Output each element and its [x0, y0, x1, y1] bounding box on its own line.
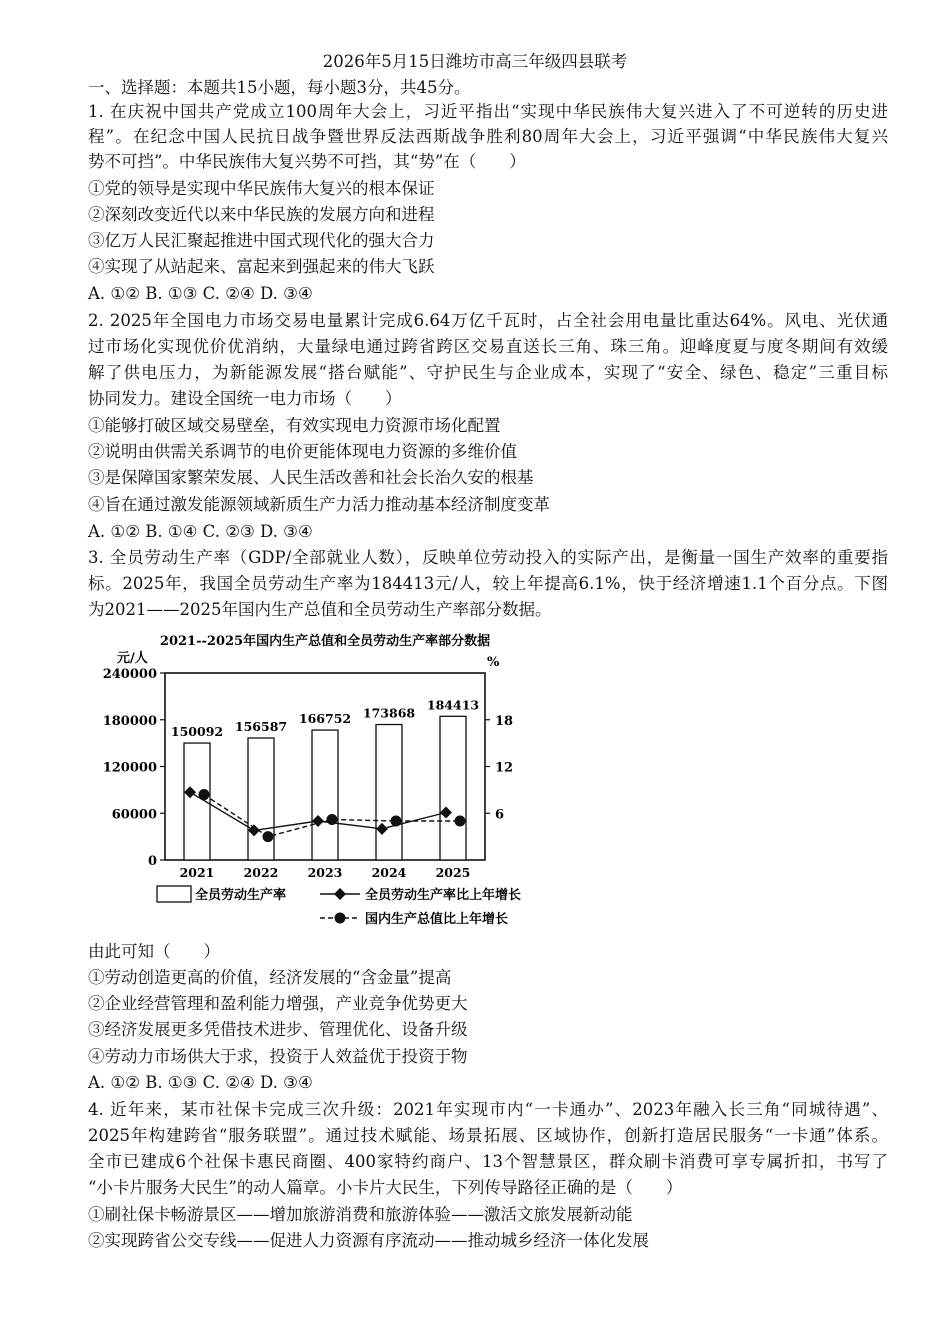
right-tick-label: 18 — [495, 713, 514, 729]
bar-data-label: 173868 — [362, 705, 416, 721]
q4-stem-line-3: 全市已建成6个社保卡惠民商圈、400家特约商户、13个智慧景区，群众刷卡消费可享专属折扣，书写了 — [88, 1152, 888, 1171]
legend-diamond-marker — [334, 888, 346, 900]
left-tick-label: 60000 — [111, 807, 157, 823]
q1-stem-line-3: 势不可挡”。中华民族伟大复兴势不可挡，其“势”在（ ） — [88, 152, 526, 171]
exam-title: 2026年5月15日潍坊市高三年级四县联考 — [322, 52, 628, 71]
circle-point-2023 — [327, 814, 338, 825]
circle-point-2025 — [455, 816, 466, 827]
q4-item-1: ①刷社保卡畅游景区——增加旅游消费和旅游体验——激活文旅发展新动能 — [88, 1205, 633, 1224]
q1-item-1: ①党的领导是实现中华民族伟大复兴的根本保证 — [88, 179, 435, 198]
q3-question-prompt: 由此可知（ ） — [88, 942, 220, 961]
q1-stem-line-1: 1. 在庆祝中国共产党成立100周年大会上，习近平指出“实现中华民族伟大复兴进入了不可逆转的历史进 — [88, 102, 888, 121]
legend-bar-label: 全员劳动生产率 — [195, 888, 287, 903]
q2-stem-line-2: 过市场化实现优价优消纳，大量绿电通过跨省跨区交易直送长三角、珠三角。迎峰度夏与度冬期间有效缓 — [88, 337, 888, 356]
section-heading: 一、选择题：本题共15小题，每小题3分，共45分。 — [88, 78, 471, 97]
q3-item-4: ④劳动力市场供大于求，投资于人效益优于投资于物 — [88, 1047, 468, 1066]
q2-item-2: ②说明由供需关系调节的电价更能体现电力资源的多维价值 — [88, 442, 517, 461]
left-tick-label: 180000 — [102, 713, 157, 729]
chart-figure — [95, 628, 555, 933]
x-tick-label: 2025 — [435, 865, 471, 880]
q1-item-3: ③亿万人民汇聚起推进中国式现代化的强大合力 — [88, 231, 435, 250]
legend-bar-swatch — [157, 886, 191, 902]
q2-options: A. ①② B. ①④ C. ②③ D. ③④ — [88, 522, 313, 541]
q1-stem-line-2: 程”。在纪念中国人民抗日战争暨世界反法西斯战争胜利80周年大会上，习近平强调“中华民族伟大复兴 — [88, 127, 888, 146]
left-tick-label: 0 — [147, 854, 157, 869]
bar-labor-productivity-2024 — [376, 725, 402, 860]
right-axis-label: % — [487, 655, 500, 670]
legend-series-1-label: 全员劳动生产率比上年增长 — [365, 888, 522, 903]
left-tick-label: 240000 — [102, 667, 157, 682]
x-tick-label: 2024 — [371, 865, 407, 880]
circle-point-2021 — [199, 789, 210, 800]
q4-stem-line-2: 2025年构建跨省“服务联盟”。通过技术赋能、场景拓展、区域协作，创新打造居民服务“一卡通”体系。 — [88, 1126, 888, 1145]
chart-title: 2021--2025年国内生产总值和全员劳动生产率部分数据 — [159, 634, 491, 649]
bar-data-label: 156587 — [234, 718, 288, 734]
q2-item-3: ③是保障国家繁荣发展、人民生活改善和社会长治久安的根基 — [88, 468, 534, 487]
circle-point-2022 — [263, 831, 274, 842]
q4-item-2: ②实现跨省公交专线——促进人力资源有序流动——推动城乡经济一体化发展 — [88, 1231, 649, 1250]
q2-stem-line-3: 解了供电压力，为新能源发展“搭台赋能”、守护民生与企业成本，实现了“安全、绿色、稳定”三重目标 — [88, 363, 888, 382]
left-axis-label: 元/人 — [117, 651, 148, 666]
left-tick-label: 120000 — [102, 760, 157, 776]
q3-stem-line-1: 3. 全员劳动生产率（GDP/全部就业人数），反映单位劳动投入的实际产出，是衡量一国生产效率的重要指 — [88, 548, 888, 567]
right-tick-label: 12 — [495, 760, 514, 776]
x-tick-label: 2022 — [243, 865, 279, 880]
q3-item-3: ③经济发展更多凭借技术进步、管理优化、设备升级 — [88, 1020, 468, 1039]
q4-stem-line-4: “小卡片服务大民生”的动人篇章。小卡片大民生，下列传导路径正确的是（ ） — [88, 1178, 683, 1197]
legend-circle-marker — [335, 913, 346, 924]
q2-stem-line-1: 2. 2025年全国电力市场交易电量累计完成6.64万亿千瓦时，占全社会用电量比重达64%。风电、光伏通 — [88, 311, 888, 330]
q2-item-1: ①能够打破区域交易壁垒，有效实现电力资源市场化配置 — [88, 416, 501, 435]
q2-stem-line-4: 协同发力。建设全国统一电力市场（ ） — [88, 389, 402, 408]
q2-item-4: ④旨在通过激发能源领域新质生产力活力推动基本经济制度变革 — [88, 495, 550, 514]
q1-options: A. ①② B. ①③ C. ②④ D. ③④ — [88, 284, 313, 303]
x-tick-label: 2021 — [179, 865, 215, 880]
right-tick-label: 6 — [495, 807, 505, 823]
bar-labor-productivity-2025 — [440, 716, 466, 860]
q3-stem-line-3: 为2021——2025年国内生产总值和全员劳动生产率部分数据。 — [88, 600, 552, 619]
circle-point-2024 — [391, 816, 402, 827]
x-tick-label: 2023 — [307, 865, 343, 880]
q3-options: A. ①② B. ①③ C. ②④ D. ③④ — [88, 1073, 313, 1092]
q4-stem-line-1: 4. 近年来，某市社保卡完成三次升级：2021年实现市内“一卡通办”、2023年融入长三角“同城待遇”、 — [88, 1100, 888, 1119]
legend-series-2-label: 国内生产总值比上年增长 — [365, 912, 509, 927]
chart-svg — [95, 628, 555, 933]
bar-data-label: 150092 — [170, 724, 224, 740]
q3-stem-line-2: 标。2025年，我国全员劳动生产率为184413元/人，较上年提高6.1%，快于经济增速1.1个百分点。下图 — [88, 574, 888, 593]
bar-data-label: 166752 — [298, 711, 352, 727]
bar-data-label: 184413 — [426, 697, 480, 713]
q3-item-2: ②企业经营管理和盈利能力增强，产业竞争优势更大 — [88, 994, 468, 1013]
q3-item-1: ①劳动创造更高的价值，经济发展的“含金量”提高 — [88, 968, 452, 987]
q1-item-2: ②深刻改变近代以来中华民族的发展方向和进程 — [88, 205, 435, 224]
bar-labor-productivity-2023 — [312, 730, 338, 860]
q1-item-4: ④实现了从站起来、富起来到强起来的伟大飞跃 — [88, 257, 435, 276]
